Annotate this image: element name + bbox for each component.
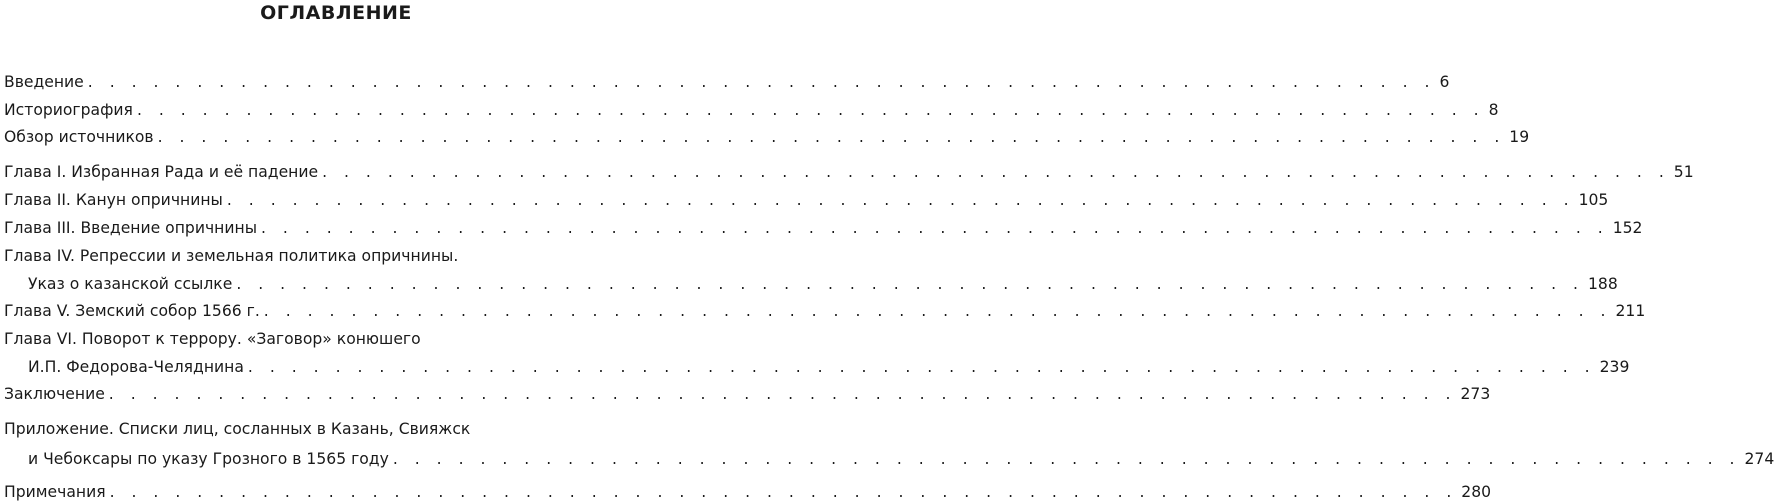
toc-entry-chapter-3[interactable]: [4, 216, 1643, 240]
toc-entry-label: Глава VI. Поворот к террору. «Заговор» конюшего: [4, 330, 421, 348]
toc-entry-label: Глава III. Введение опричнины: [4, 219, 258, 237]
toc-entry-page: 152: [1612, 219, 1643, 237]
toc-entry-chapter-1[interactable]: [4, 160, 1694, 184]
toc-entry-appendix-line1[interactable]: [4, 417, 666, 441]
toc-entry-page: 105: [1578, 191, 1609, 209]
toc-heading: ОГЛАВЛЕНИЕ: [260, 2, 412, 24]
toc-entry-historiography[interactable]: [4, 98, 1499, 122]
toc-entry-page: 280: [1461, 483, 1492, 501]
toc-entry-label: Глава IV. Репрессии и земельная политика опричнины.: [4, 247, 459, 265]
toc-entry-sources[interactable]: [4, 125, 1530, 149]
dot-leader: . . . . . . . . . . . . . . . . . . . . . . . . . . . . . . . . . . . . . . . . . . . . . . . . . . . . . . . . . . . . . .: [226, 191, 1575, 209]
toc-entry-label: Примечания: [4, 483, 106, 501]
toc-entry-label: Глава II. Канун опричнины: [4, 191, 223, 209]
toc-entry-chapter-6-line1[interactable]: [4, 327, 666, 351]
toc-entry-page: 51: [1673, 163, 1694, 181]
toc-entry-page: 188: [1588, 275, 1618, 293]
toc-entry-page: 6: [1439, 73, 1450, 91]
dot-leader: . . . . . . . . . . . . . . . . . . . . . . . . . . . . . . . . . . . . . . . . . . . . . . . . . . . . . . . . . . . . . .: [108, 385, 1457, 403]
toc-entry-label: Введение: [4, 73, 84, 91]
toc-entry-label: Заключение: [4, 385, 105, 403]
dot-leader: . . . . . . . . . . . . . . . . . . . . . . . . . . . . . . . . . . . . . . . . . . . . . . . . . . . . . . . . . . . . . .: [109, 483, 1458, 501]
toc-entry-page: 239: [1599, 358, 1630, 376]
toc-entry-chapter-4-line1[interactable]: [4, 244, 666, 268]
dot-leader: . . . . . . . . . . . . . . . . . . . . . . . . . . . . . . . . . . . . . . . . . . . . . . . . . . . . . . . . . . . . . .: [261, 219, 1609, 237]
toc-entry-page: 8: [1488, 101, 1499, 119]
toc-entry-page: 274: [1744, 450, 1774, 468]
toc-entry-page: 19: [1509, 128, 1530, 146]
dot-leader: . . . . . . . . . . . . . . . . . . . . . . . . . . . . . . . . . . . . . . . . . . . . . . . . . . . . . . . . . . . . . .: [392, 450, 1741, 468]
toc-entry-appendix-line2[interactable]: [28, 447, 1774, 471]
dot-leader: . . . . . . . . . . . . . . . . . . . . . . . . . . . . . . . . . . . . . . . . . . . . . . . . . . . . . . . . . . . . . .: [236, 275, 1584, 293]
toc-entry-label-continued: Указ о казанской ссылке: [28, 275, 233, 293]
toc-entry-label: Приложение. Списки лиц, сосланных в Казань, Свияжск: [4, 420, 471, 438]
toc-entry-page: 211: [1615, 302, 1646, 320]
toc-entry-label-continued: И.П. Федорова-Челяднина: [28, 358, 244, 376]
toc-entry-chapter-2[interactable]: [4, 188, 1609, 212]
toc-entry-label: Глава I. Избранная Рада и её падение: [4, 163, 319, 181]
toc-entry-label: Глава V. Земский собор 1566 г.: [4, 302, 260, 320]
toc-entry-label-continued: и Чебоксары по указу Грозного в 1565 году: [28, 450, 389, 468]
toc-entry-chapter-6-line2[interactable]: [28, 355, 1630, 379]
toc-entry-label: Историография: [4, 101, 133, 119]
dot-leader: . . . . . . . . . . . . . . . . . . . . . . . . . . . . . . . . . . . . . . . . . . . . . . . . . . . . . . . . . . . . . .: [263, 302, 1612, 320]
toc-entry-label: Обзор источников: [4, 128, 154, 146]
dot-leader: . . . . . . . . . . . . . . . . . . . . . . . . . . . . . . . . . . . . . . . . . . . . . . . . . . . . . . . . . . . . . .: [247, 358, 1596, 376]
dot-leader: . . . . . . . . . . . . . . . . . . . . . . . . . . . . . . . . . . . . . . . . . . . . . . . . . . . . . . . . . . . . . .: [87, 73, 1436, 91]
toc-entry-conclusion[interactable]: [4, 382, 1491, 406]
toc-entry-chapter-5[interactable]: [4, 299, 1646, 323]
toc-entry-introduction[interactable]: [4, 70, 1450, 94]
toc-entry-chapter-4-line2[interactable]: [28, 272, 1618, 296]
dot-leader: . . . . . . . . . . . . . . . . . . . . . . . . . . . . . . . . . . . . . . . . . . . . . . . . . . . . . . . . . . . . . .: [157, 128, 1506, 146]
dot-leader: . . . . . . . . . . . . . . . . . . . . . . . . . . . . . . . . . . . . . . . . . . . . . . . . . . . . . . . . . . . . . .: [136, 101, 1485, 119]
toc-entry-page: 273: [1460, 385, 1491, 403]
dot-leader: . . . . . . . . . . . . . . . . . . . . . . . . . . . . . . . . . . . . . . . . . . . . . . . . . . . . . . . . . . . . . .: [322, 163, 1670, 181]
toc-entry-notes[interactable]: [4, 480, 1492, 504]
